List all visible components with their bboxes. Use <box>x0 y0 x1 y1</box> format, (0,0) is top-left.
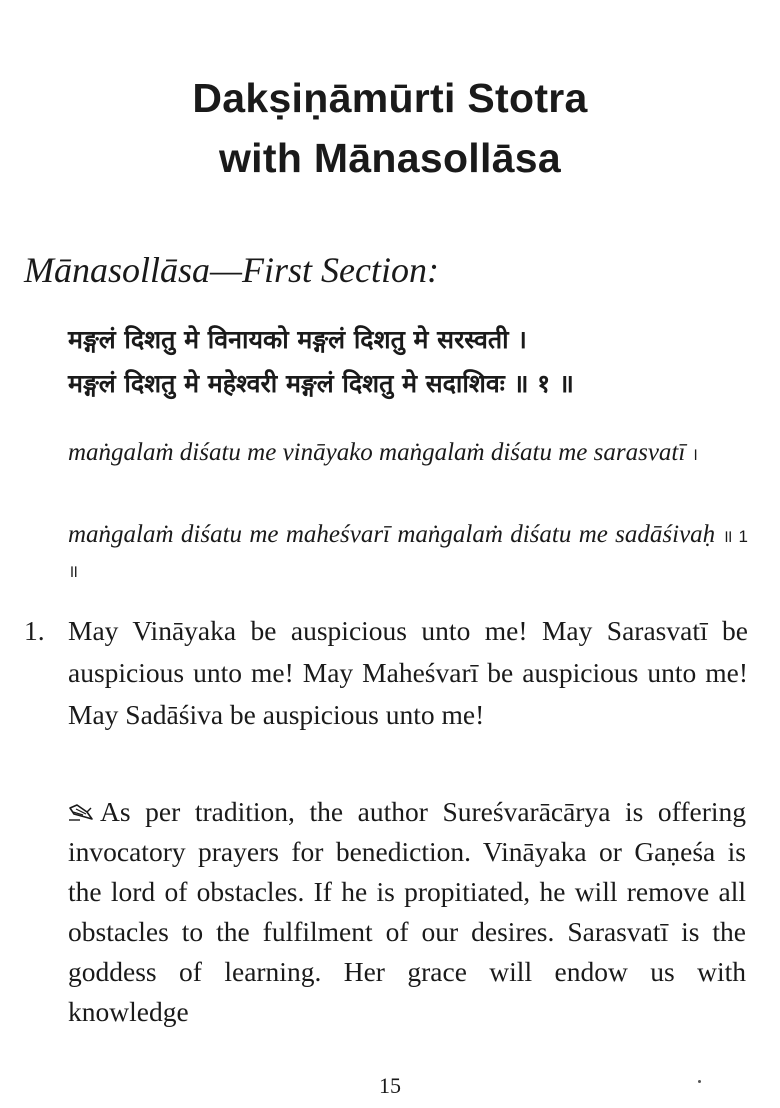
transliteration-text-1: maṅgalaṁ diśatu me vināyako maṅgalaṁ diśatu me sarasvatī <box>68 439 686 466</box>
commentary-text: As per tradition, the author Sureśvarācārya is offering invocatory prayers for benediction. Vināyaka or Gaṇeśa is the lord of obstacles. If he is propitiated, he will remove all obstacles to the fulfilment of our desires. Sarasvatī is the goddess of learning. Her grace will endow us with knowledge <box>68 796 746 1027</box>
devanagari-verse-line-1: मङ्गलं दिशतु मे विनायको मङ्गलं दिशतु मे सरस्वती । <box>68 325 527 354</box>
page-title <box>0 68 780 188</box>
transliteration-text-2: maṅgalaṁ diśatu me maheśvarī maṅgalaṁ diśatu me sadāśivaḥ <box>68 521 716 548</box>
transliteration-line-1 <box>68 436 748 471</box>
title-line-2: with Mānasollāsa <box>218 135 561 181</box>
translation-number: 1. <box>24 615 45 646</box>
verse-number-mark: ॥ 1 ॥ <box>68 527 748 581</box>
section-heading: Mānasollāsa—First Section: <box>24 250 439 290</box>
devanagari-verse-line-2: मङ्गलं दिशतु मे महेश्वरी मङ्गलं दिशतु मे सदाशिवः ॥ १ ॥ <box>68 369 574 398</box>
page-number: 15 <box>379 1073 401 1098</box>
commentary-paragraph <box>68 792 746 1032</box>
translation-text: May Vināyaka be auspicious unto me! May Sarasvatī be auspicious unto me! May Maheśvarī be auspicious unto me! May Sadāśiva be auspicious unto me! <box>68 615 748 730</box>
verse-danda-mark: । <box>691 445 699 464</box>
writing-hand-icon <box>68 793 94 813</box>
title-line-1: Dakṣiṇāmūrti Stotra <box>192 75 588 121</box>
print-speck <box>698 1080 701 1083</box>
translation-paragraph <box>24 610 748 736</box>
transliteration-line-2 <box>68 518 748 588</box>
